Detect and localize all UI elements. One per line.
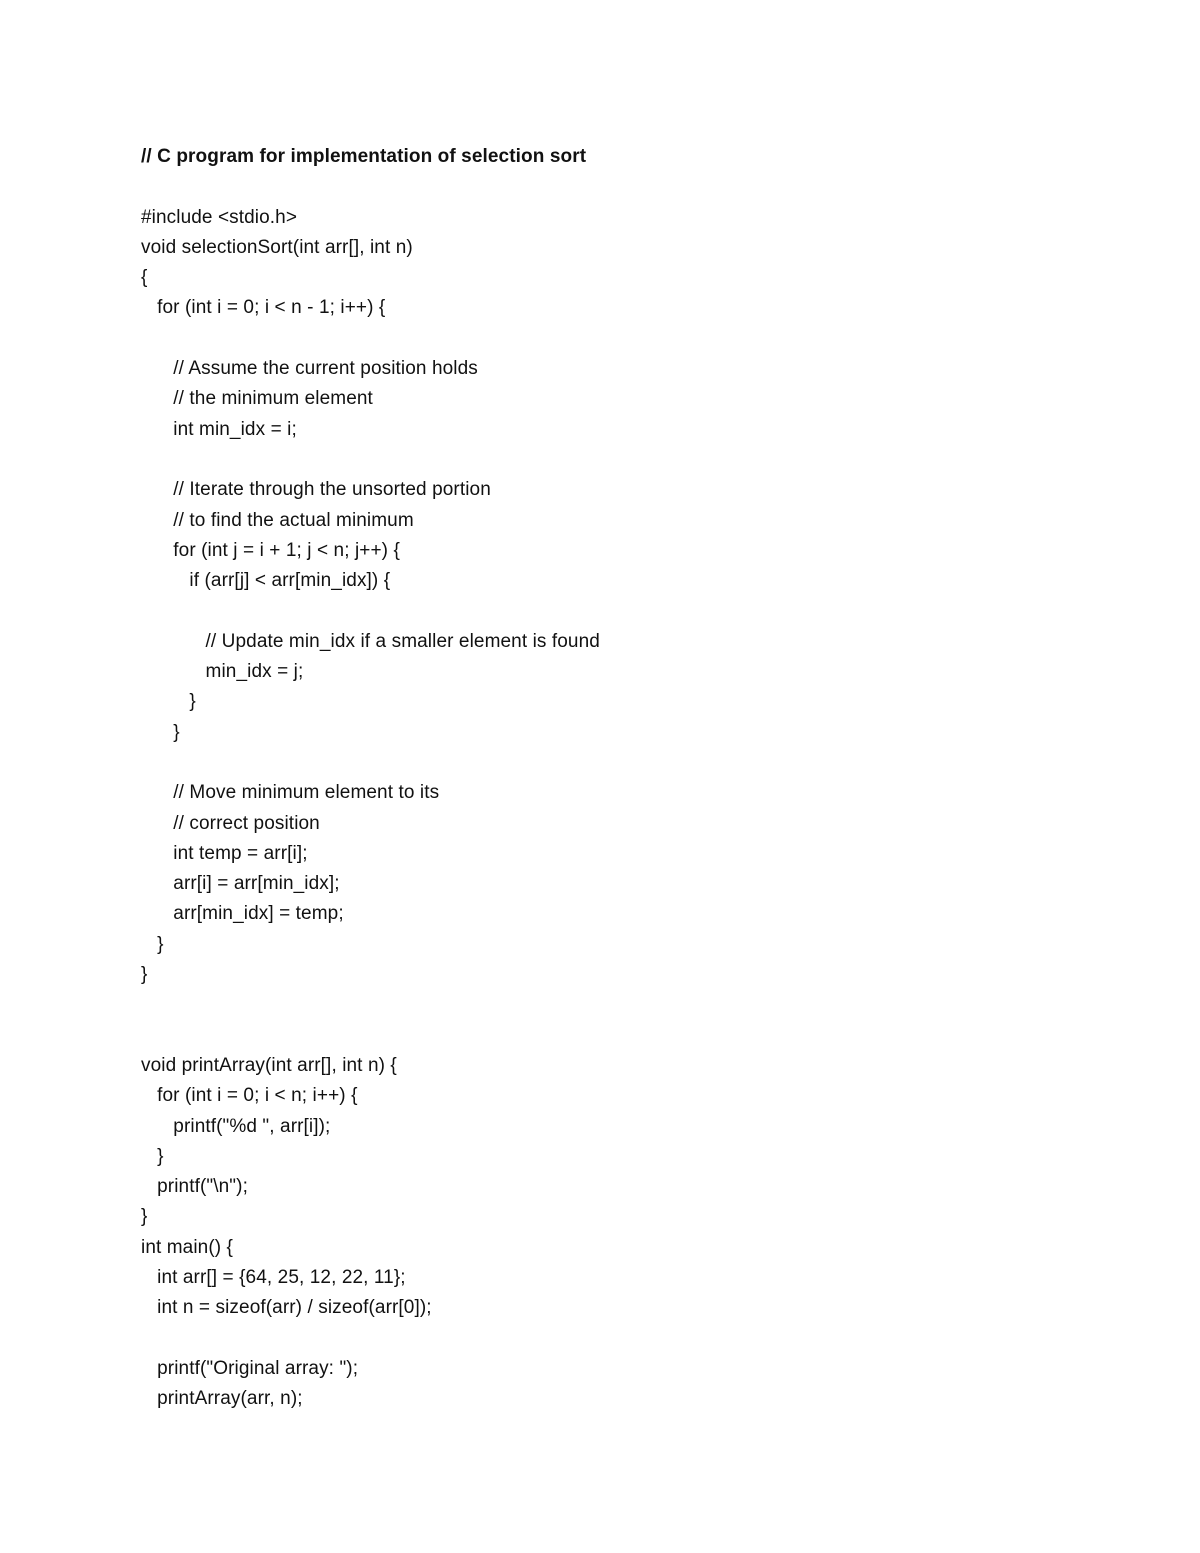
code-line: void selectionSort(int arr[], int n): [141, 236, 413, 258]
code-line: for (int j = i + 1; j < n; j++) {: [141, 539, 400, 561]
code-line: printf("%d ", arr[i]);: [141, 1115, 331, 1137]
code-line: // correct position: [141, 812, 320, 834]
code-line: [141, 1021, 600, 1051]
code-line: // Assume the current position holds: [141, 358, 478, 380]
code-line: #include <stdio.h>: [141, 206, 298, 228]
code-line: arr[min_idx] = temp;: [141, 903, 344, 925]
code-line: [141, 748, 600, 778]
code-line: // Iterate through the unsorted portion: [141, 479, 491, 501]
code-line: [141, 990, 600, 1020]
code-line: void printArray(int arr[], int n) {: [141, 1054, 397, 1076]
code-line: int min_idx = i;: [141, 418, 297, 440]
code-line: }: [141, 1145, 164, 1167]
code-line: }: [141, 691, 196, 713]
code-title-comment: // C program for implementation of selection sort: [141, 146, 587, 167]
code-line: // Update min_idx if a smaller element is found: [141, 630, 600, 652]
code-line: arr[i] = arr[min_idx];: [141, 873, 340, 895]
code-line: // to find the actual minimum: [141, 509, 414, 531]
code-line: int n = sizeof(arr) / sizeof(arr[0]);: [141, 1297, 432, 1319]
code-line: }: [141, 964, 148, 986]
code-line: // the minimum element: [141, 388, 373, 410]
code-listing: [141, 142, 600, 1414]
code-line: for (int i = 0; i < n; i++) {: [141, 1085, 358, 1107]
code-line: int main() {: [141, 1236, 234, 1258]
code-line: int arr[] = {64, 25, 12, 22, 11};: [141, 1266, 406, 1288]
code-line: [141, 596, 600, 626]
code-line: [141, 172, 600, 202]
code-line: for (int i = 0; i < n - 1; i++) {: [141, 297, 386, 319]
code-line: }: [141, 721, 180, 743]
code-line: int temp = arr[i];: [141, 842, 308, 864]
code-line: printf("\n");: [141, 1176, 248, 1198]
code-line: }: [141, 933, 164, 955]
code-line: }: [141, 1206, 148, 1228]
code-line: // Move minimum element to its: [141, 782, 440, 804]
code-line: [141, 1324, 600, 1354]
code-line: min_idx = j;: [141, 661, 304, 683]
code-line: printf("Original array: ");: [141, 1357, 359, 1379]
code-line: [141, 445, 600, 475]
code-line: [141, 324, 600, 354]
code-line: printArray(arr, n);: [141, 1388, 303, 1410]
code-line: if (arr[j] < arr[min_idx]) {: [141, 570, 391, 592]
code-line: {: [141, 267, 148, 289]
